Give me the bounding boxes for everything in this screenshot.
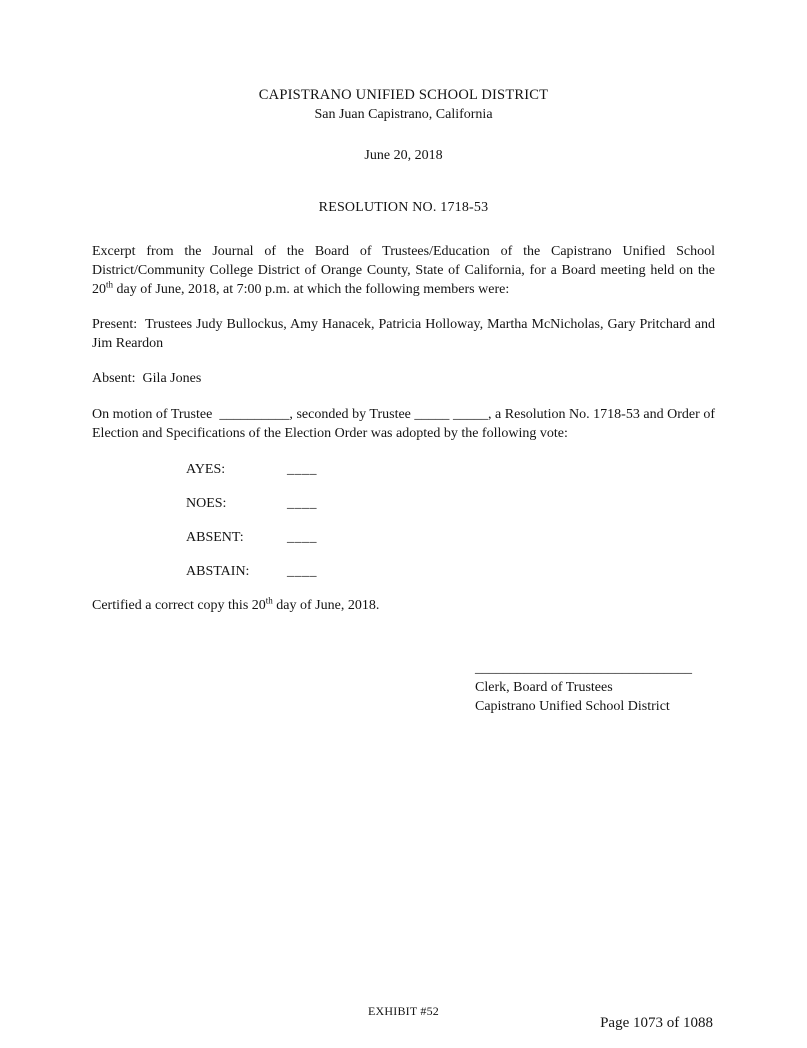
certified-text-part2: day of June, 2018. — [272, 598, 380, 613]
vote-label-abstain: ABSTAIN: — [186, 564, 250, 579]
resolution-title: RESOLUTION NO. 1718-53 — [318, 200, 489, 215]
motion-paragraph: On motion of Trustee __________, seconded by Trustee _____ _____, a Resolution No. 1718-53 and Order of Election and Specifications of the Election Order was adopted by the following vote: — [92, 407, 715, 441]
vote-label-noes: NOES: — [186, 496, 227, 511]
excerpt-paragraph — [92, 242, 715, 299]
absent-line: Absent: Gila Jones — [92, 371, 202, 386]
district-location: San Juan Capistrano, California — [314, 107, 493, 122]
signature-organization: Capistrano Unified School District — [475, 699, 670, 714]
vote-blank-ayes: ____ — [287, 462, 317, 477]
page-number: Page 1073 of 1088 — [600, 1015, 713, 1031]
ordinal-superscript: th — [106, 279, 114, 290]
vote-blank-abstain: ____ — [287, 564, 317, 579]
vote-label-absent: ABSENT: — [186, 530, 244, 545]
ordinal-superscript: th — [265, 595, 273, 606]
excerpt-text-part2: day of June, 2018, at 7:00 p.m. at which the following members were: — [113, 282, 510, 297]
vote-row-absent — [186, 528, 715, 547]
document-header — [92, 0, 715, 124]
vote-row-ayes — [186, 460, 715, 479]
vote-blank-noes: ____ — [287, 496, 317, 511]
vote-row-noes — [186, 494, 715, 513]
vote-tally — [92, 460, 715, 581]
district-name: CAPISTRANO UNIFIED SCHOOL DISTRICT — [258, 87, 549, 103]
vote-label-ayes: AYES: — [186, 462, 226, 477]
signature-block — [475, 659, 715, 716]
vote-blank-absent: ____ — [287, 530, 317, 545]
signature-title: Clerk, Board of Trustees — [475, 680, 613, 695]
present-line: Present: Trustees Judy Bullockus, Amy Hanacek, Patricia Holloway, Martha McNicholas, Gary Pritchard and Jim Reardon — [92, 317, 715, 351]
vote-row-abstain — [186, 562, 715, 581]
excerpt-text-part1: Excerpt from the Journal of the Board of Trustees/Education of the Capistrano Unified School District/Community College District of Orange County, State of California, for a Board meeting held on the 20 — [92, 244, 715, 297]
certified-text-part1: Certified a correct copy this 20 — [92, 598, 266, 613]
exhibit-label: EXHIBIT #52 — [368, 1004, 439, 1018]
meeting-date: June 20, 2018 — [364, 148, 443, 163]
certified-line — [92, 596, 715, 615]
signature-line: _______________________________ — [475, 661, 692, 676]
